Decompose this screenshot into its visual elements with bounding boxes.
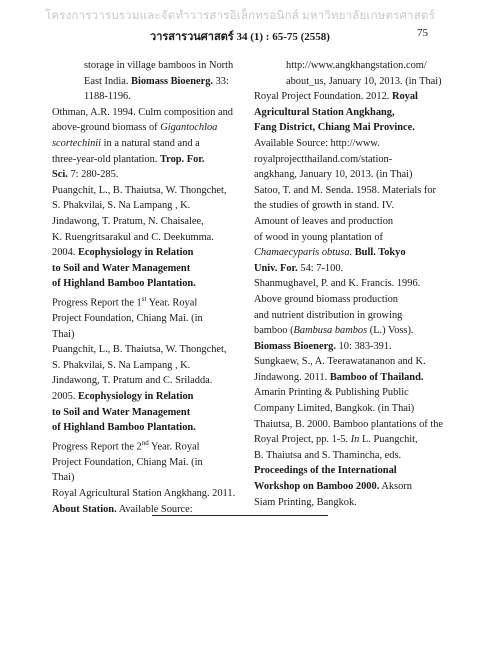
- references-right-column: [254, 58, 444, 510]
- reference-line: angkhang, January 10, 2013. (in Thai): [254, 169, 413, 181]
- reference-line: Othman, A.R. 1994. Culm composition and: [52, 106, 233, 118]
- reference-entry: [254, 417, 444, 511]
- reference-entry: [52, 183, 230, 342]
- reference-line: royalprojectthailand.com/station-: [254, 153, 393, 165]
- reference-entry: [254, 354, 432, 416]
- reference-line: Puangchit, L., B. Thaiutsa, W. Thongchet,: [52, 344, 227, 356]
- reference-line: Thaiutsa, B. 2000. Bamboo plantations of the: [254, 418, 444, 430]
- reference-line: Amarin Printing & Publishing Public: [254, 387, 409, 399]
- references-left-column: [52, 58, 236, 517]
- watermark-text: โครงการวารบรวมและจัดทำวารสารอิเล็กทรอนิกส์ มหาวิทยาลัยเกษตรศาสตร์: [44, 10, 436, 22]
- reference-line: About Station. Available Source:: [52, 503, 193, 515]
- reference-line: Project Foundation, Chiang Mai. (in: [52, 456, 203, 468]
- reference-line: Sungkaew, S., A. Teerawatananon and K.: [254, 356, 426, 368]
- reference-line: above-ground biomass of Gigantochloa: [52, 122, 218, 134]
- reference-entry: [52, 105, 233, 183]
- reference-line: about_us, January 10, 2013. (in Thai): [286, 75, 442, 87]
- reference-line: Progress Report the 2nd Year. Royal: [52, 438, 200, 453]
- reference-line: B. Thaiutsa and S. Thamincha, eds.: [254, 449, 402, 461]
- page-number: 75: [417, 27, 428, 39]
- reference-entry: [254, 89, 432, 183]
- reference-line: K. Ruengritsarakul and C. Deekumma.: [52, 231, 214, 243]
- reference-line: S. Phakvilai, S. Na Lampang , K.: [52, 200, 191, 212]
- reference-line: to Soil and Water Management: [52, 262, 191, 274]
- reference-line: 2004. Ecophysiology in Relation: [52, 247, 194, 259]
- reference-entry: [254, 58, 442, 89]
- reference-line: Jindawong. 2011. Bamboo of Thailand.: [254, 371, 424, 383]
- reference-line: 1188-1196.: [84, 91, 131, 103]
- reference-line: Sci. 7: 280-285.: [52, 169, 119, 181]
- reference-line: Satoo, T. and M. Senda. 1958. Materials for: [254, 184, 436, 196]
- reference-line: Siam Printing, Bangkok.: [254, 496, 357, 508]
- reference-line: Progress Report the 1st Year. Royal: [52, 294, 198, 309]
- reference-line: Workshop on Bamboo 2000. Aksorn: [254, 481, 412, 493]
- reference-line: and nutrient distribution in growing: [254, 309, 403, 321]
- reference-line: to Soil and Water Management: [52, 406, 191, 418]
- reference-line: bamboo (Bambusa bambos (L.) Voss).: [254, 325, 414, 337]
- reference-line: Univ. For. 54: 7-100.: [254, 262, 344, 274]
- reference-line: 2005. Ecophysiology in Relation: [52, 390, 194, 402]
- reference-line: three-year-old plantation. Trop. For.: [52, 153, 205, 165]
- journal-citation: วารสารวนศาสตร์ 34 (1) : 65-75 (2558): [150, 31, 330, 43]
- reference-line: Fang District, Chiang Mai Province.: [254, 122, 415, 134]
- reference-line: of Highland Bamboo Plantation.: [52, 422, 196, 434]
- running-header: [0, 27, 480, 43]
- reference-line: Biomass Bioenerg. 10: 383-391.: [254, 340, 392, 352]
- end-rule: [152, 515, 328, 516]
- reference-line: http://www.angkhangstation.com/: [286, 60, 427, 71]
- reference-line: Thai): [52, 328, 75, 340]
- reference-line: the studies of growth in stand. IV.: [254, 200, 395, 212]
- reference-line: Amount of leaves and production: [254, 215, 394, 227]
- reference-line: East India. Biomass Bioenerg. 33:: [84, 75, 229, 87]
- reference-line: of Highland Bamboo Plantation.: [52, 278, 196, 290]
- reference-line: Royal Agricultural Station Angkhang. 2011.: [52, 487, 236, 499]
- reference-line: Agricultural Station Angkhang,: [254, 106, 395, 118]
- reference-line: of wood in young plantation of: [254, 231, 384, 243]
- reference-entry: [254, 183, 436, 277]
- reference-line: Available Source: http://www.: [254, 137, 380, 149]
- reference-entry: [52, 486, 236, 517]
- reference-entry: [52, 342, 230, 486]
- reference-line: Royal Project Foundation. 2012. Royal: [254, 91, 418, 103]
- reference-line: Shanmughavel, P. and K. Francis. 1996.: [254, 278, 421, 290]
- reference-entry: [254, 276, 432, 354]
- reference-line: Royal Project, pp. 1-5. In L. Puangchit,: [254, 434, 418, 446]
- reference-line: Company Limited, Bangkok. (in Thai): [254, 403, 415, 415]
- reference-line: storage in village bamboos in North: [84, 60, 234, 71]
- reference-line: Chamaecyparis obtusa. Bull. Tokyo: [254, 247, 406, 259]
- reference-line: S. Phakvilai, S. Na Lampang , K.: [52, 359, 191, 371]
- reference-line: Puangchit, L., B. Thaiutsa, W. Thongchet,: [52, 184, 227, 196]
- reference-line: Proceedings of the International: [254, 465, 397, 477]
- reference-line: Project Foundation, Chiang Mai. (in: [52, 312, 203, 324]
- reference-line: Jindawong, T. Pratum and C. Sriladda.: [52, 375, 213, 387]
- reference-line: Above ground biomass production: [254, 293, 399, 305]
- reference-line: Thai): [52, 472, 75, 484]
- reference-entry: [52, 58, 234, 105]
- reference-line: scortechinii in a natural stand and a: [52, 137, 200, 149]
- reference-line: Jindawong, T. Pratum, N. Chaisalee,: [52, 215, 204, 227]
